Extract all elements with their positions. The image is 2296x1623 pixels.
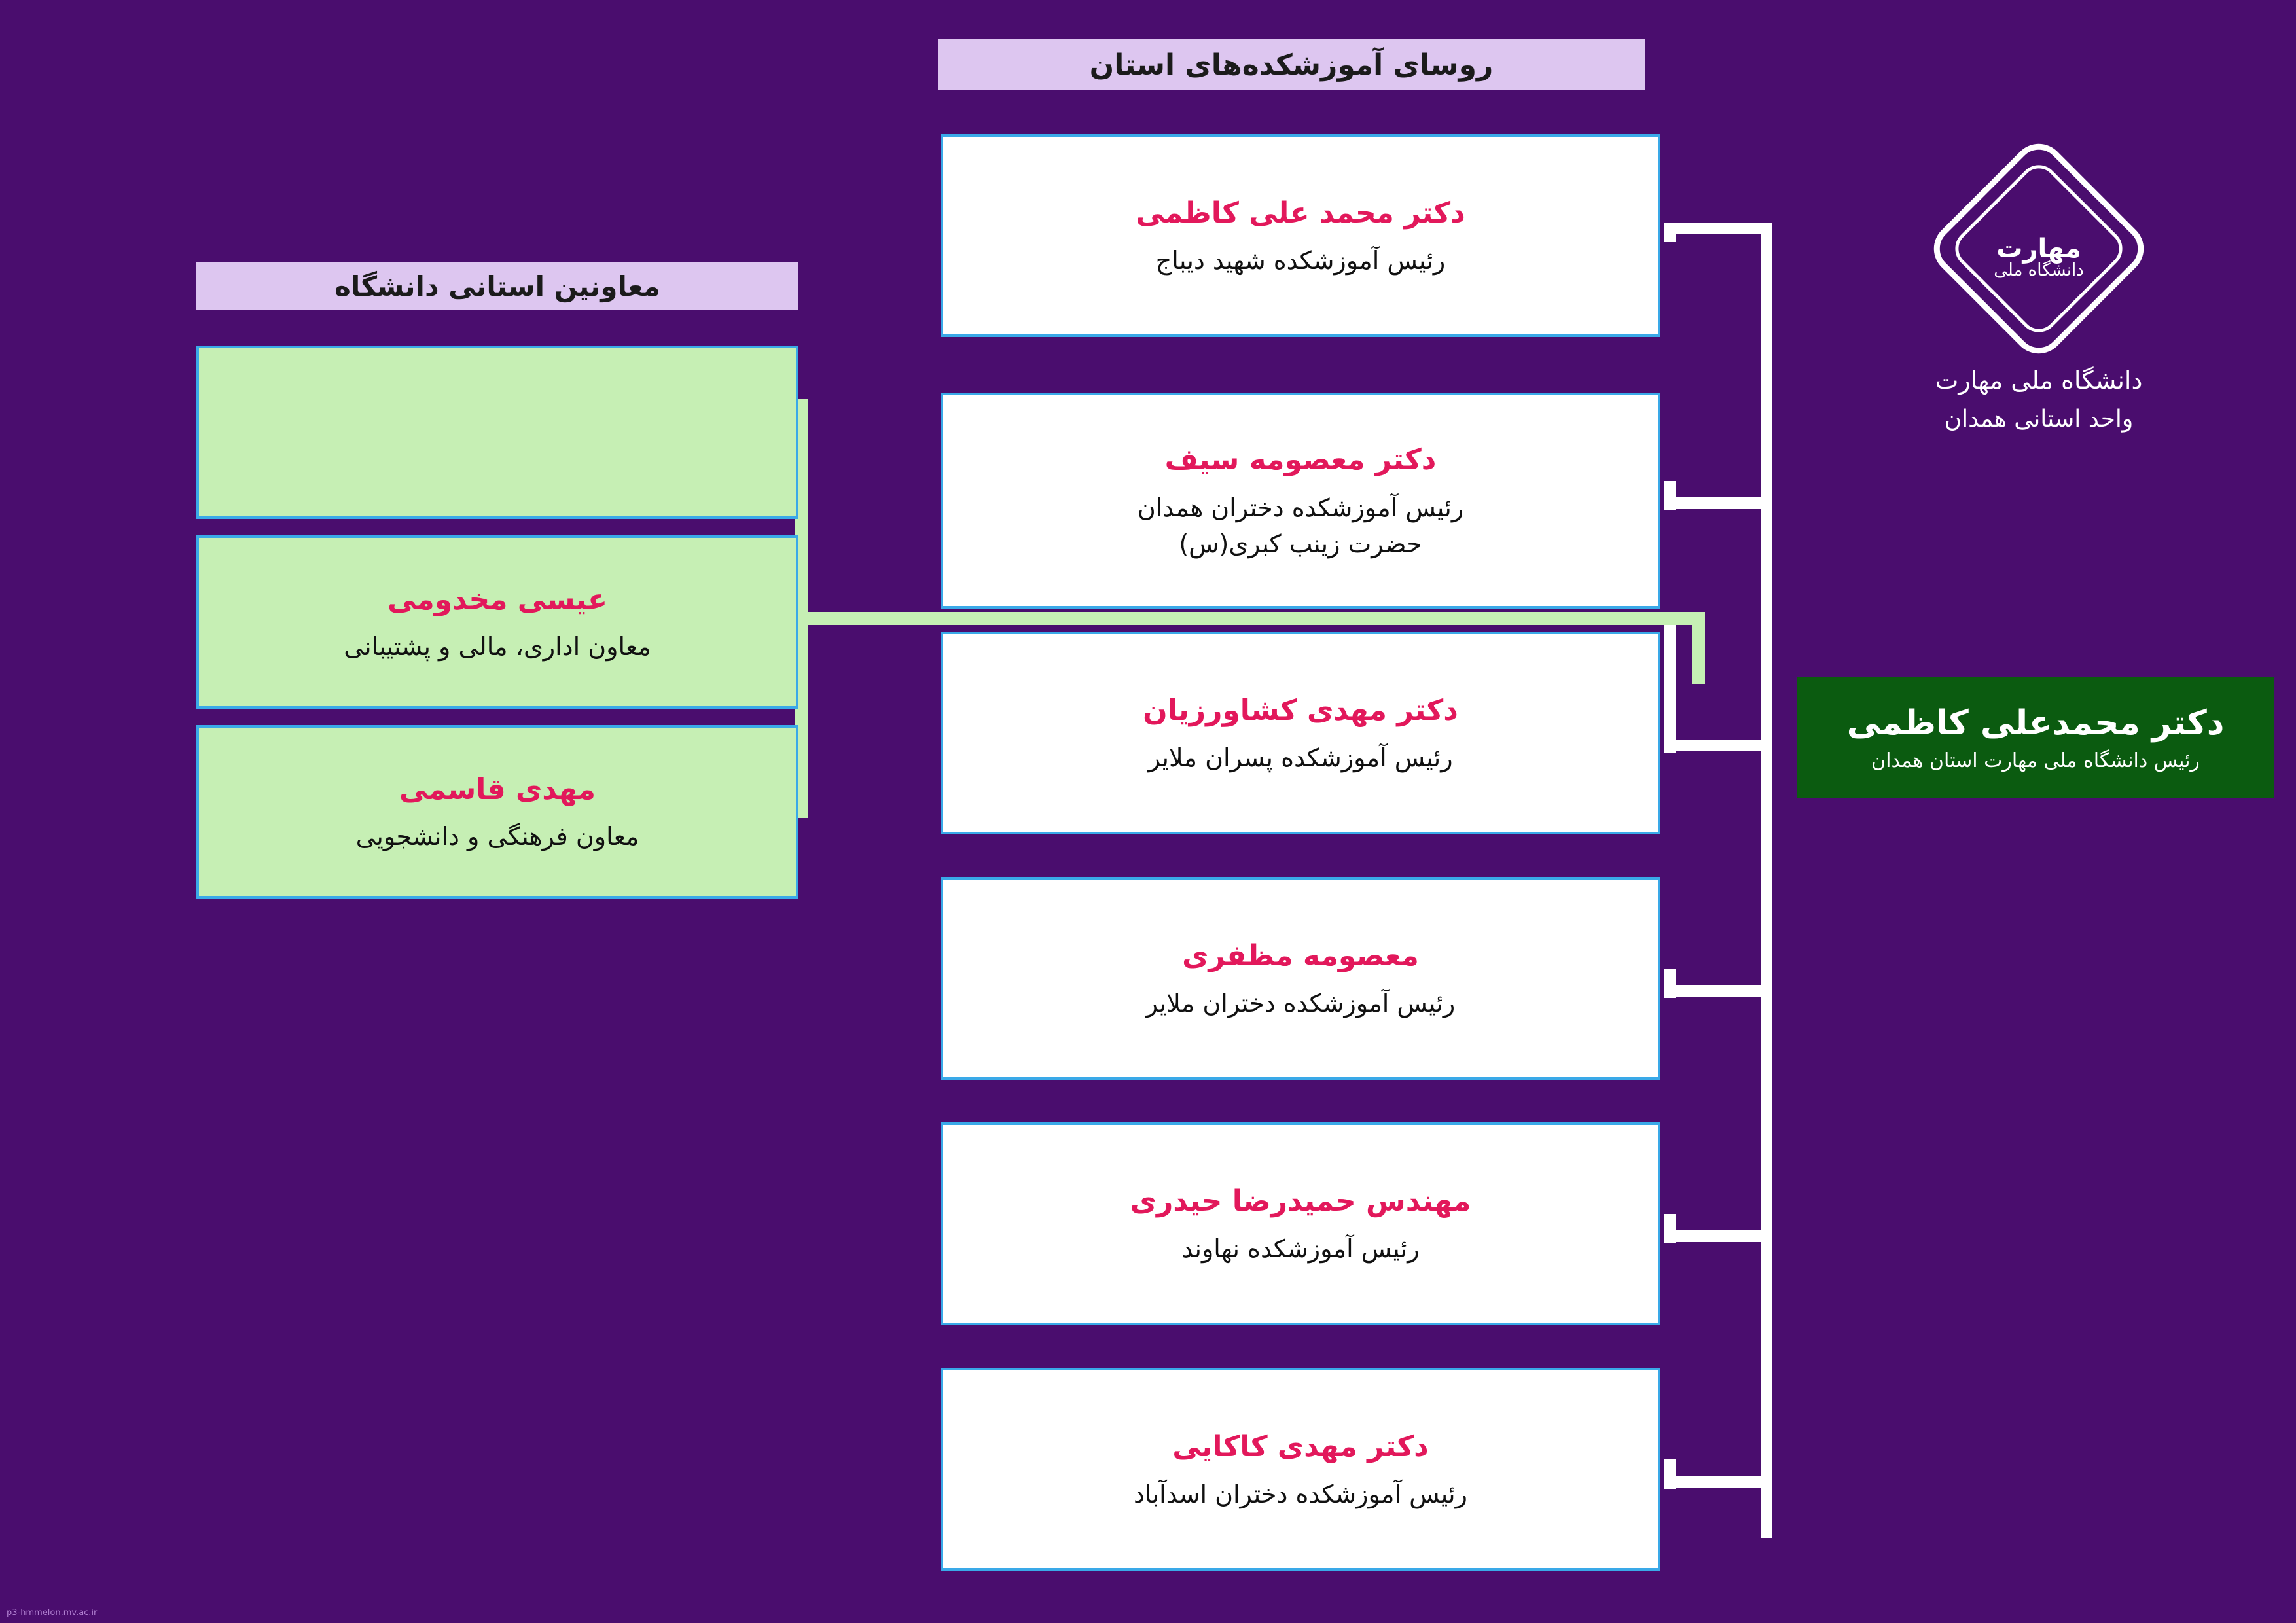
dean-card-1-role (1156, 243, 1446, 279)
logo-mark-sub-label: دانشگاه ملی (1994, 260, 2084, 280)
dean-card-2-role-line2: حضرت زینب کبری(س) (1179, 529, 1422, 558)
dean-card-4-role (1146, 986, 1456, 1022)
dean-card-2-role (1138, 490, 1463, 562)
connector-dean-6 (1664, 1476, 1772, 1488)
connector-dean-1 (1664, 223, 1772, 234)
deputy-card-3-name: مهدی قاسمی (399, 773, 596, 807)
logo-mark-main-label: مهارت (1996, 234, 2081, 264)
dean-card-3-role-line1: رئیس آموزشکده پسران ملایر (1148, 743, 1453, 773)
deputy-card-1[interactable] (196, 346, 798, 519)
connector-dean-2 (1664, 497, 1772, 509)
footer-watermark: p3-hmmelon.mv.ac.ir (7, 1608, 98, 1618)
dean-card-4[interactable] (941, 877, 1660, 1080)
dean-card-5-role-line1: رئیس آموزشکده نهاوند (1181, 1234, 1420, 1264)
connector-dean-5-stub (1664, 1214, 1676, 1243)
dean-card-3-name: دکتر مهدی کشاورزیان (1143, 693, 1458, 727)
connector-dean-6-stub (1664, 1459, 1676, 1489)
dean-card-1[interactable] (941, 134, 1660, 337)
dean-card-5-role (1181, 1231, 1419, 1267)
connector-dean-1-stub (1664, 223, 1676, 242)
dean-card-3-role (1148, 740, 1452, 776)
connector-trunk-vertical (1761, 229, 1772, 1538)
deputy-card-3-role: معاون فرهنگی و دانشجویی (355, 821, 639, 851)
logo-caption (1935, 361, 2143, 438)
connector-dean-3 (1664, 740, 1772, 751)
dean-card-2-name: دکتر معصومه سیف (1164, 443, 1437, 476)
dean-card-6-name: دکتر مهدی کاکایی (1172, 1429, 1429, 1463)
logo-mark-icon (1931, 141, 2147, 357)
deputies-section-header (196, 262, 798, 310)
deans-section-header-label: روسای آموزشکده‌های استان (1089, 48, 1494, 82)
dean-card-3[interactable] (941, 632, 1660, 834)
dean-card-4-name: معصومه مظفری (1182, 938, 1419, 972)
deputies-section-header-label: معاونین استانی دانشگاه (334, 270, 660, 302)
connector-president-link (1664, 622, 1676, 753)
logo-caption-line1: دانشگاه ملی مهارت (1935, 366, 2143, 395)
dean-card-1-name: دکتر محمد علی کاظمی (1136, 196, 1465, 230)
deputy-card-2-role: معاون اداری، مالی و پشتیبانی (344, 632, 651, 661)
connector-green-vertical-right (1692, 612, 1705, 684)
president-card[interactable] (1797, 677, 2274, 798)
dean-card-4-role-line1: رئیس آموزشکده دختران ملایر (1145, 989, 1456, 1018)
connector-dean-5 (1664, 1230, 1772, 1242)
dean-card-2[interactable] (941, 393, 1660, 609)
dean-card-6-role-line1: رئیس آموزشکده دختران اسدآباد (1134, 1480, 1467, 1509)
deputy-card-2[interactable] (196, 535, 798, 709)
connector-dean-2-stub (1664, 481, 1676, 510)
dean-card-1-role-line1: رئیس آموزشکده شهید دیباج (1155, 246, 1446, 276)
dean-card-6-role (1134, 1476, 1467, 1512)
dean-card-5-name: مهندس حمیدرضا حیدری (1130, 1184, 1471, 1218)
dean-card-2-role-line1: رئیس آموزشکده دختران همدان (1137, 493, 1464, 522)
dean-card-6[interactable] (941, 1368, 1660, 1571)
deputy-card-3[interactable] (196, 725, 798, 899)
connector-dean-4 (1664, 985, 1772, 997)
president-card-name: دکتر محمدعلی کاظمی (1846, 704, 2225, 743)
university-logo (1901, 141, 2176, 438)
president-card-title: رئیس دانشگاه ملی مهارت استان همدان (1871, 749, 2200, 772)
deputy-card-2-name: عیسی مخدومی (387, 583, 608, 617)
dean-card-5[interactable] (941, 1122, 1660, 1325)
connector-green-horizontal-main (795, 612, 1705, 625)
deans-section-header (938, 39, 1645, 90)
logo-caption-line2: واحد استانی همدان (1944, 405, 2134, 433)
connector-dean-4-stub (1664, 969, 1676, 998)
